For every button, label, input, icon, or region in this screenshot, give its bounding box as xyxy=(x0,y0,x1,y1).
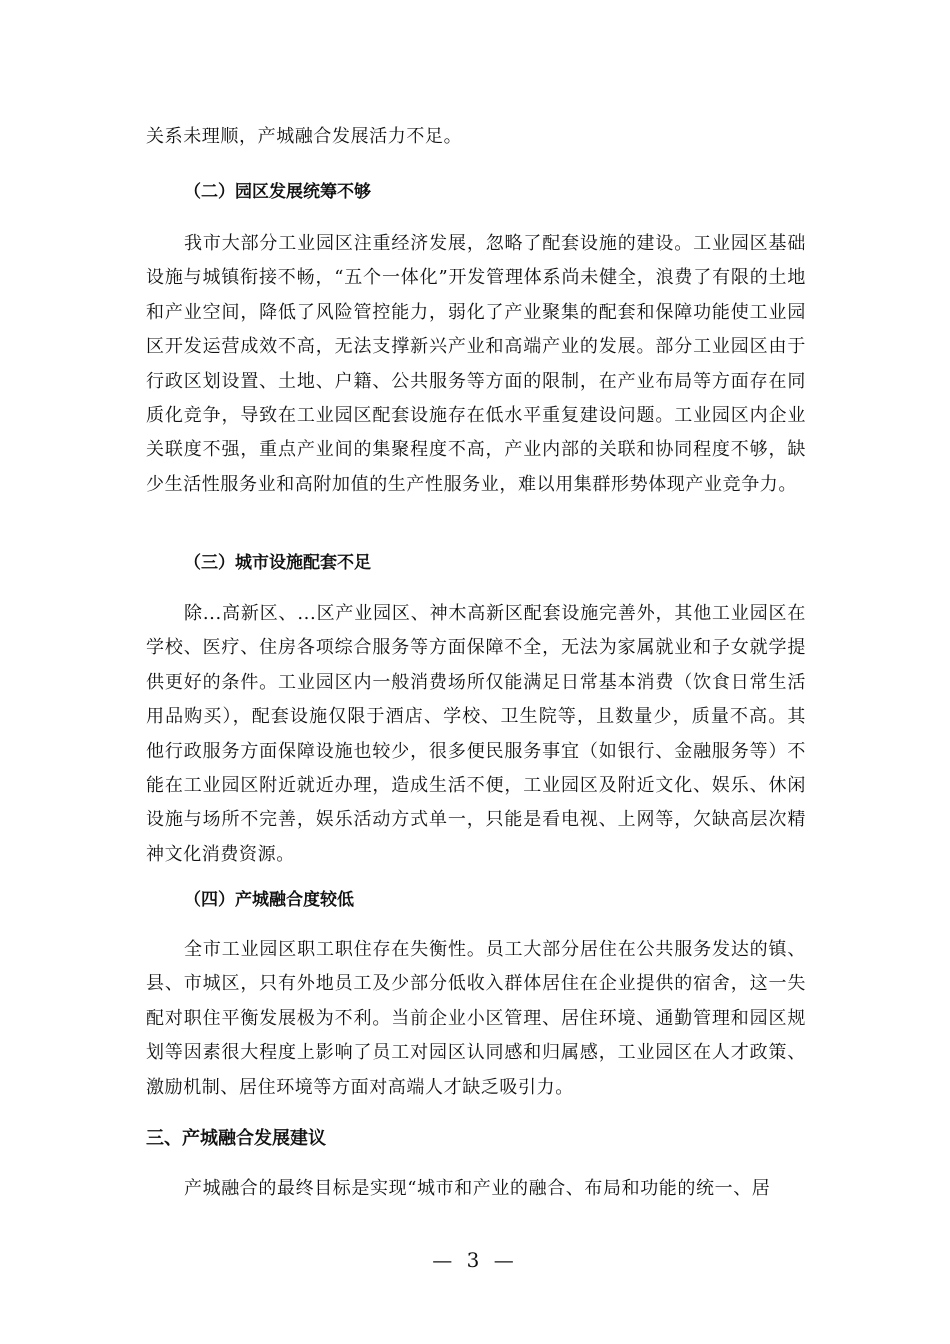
opening-paragraph xyxy=(146,120,806,154)
section-3-body xyxy=(146,597,806,872)
section-4-body xyxy=(146,933,806,1105)
section-4-paragraph: 全市工业园区职工职住存在失衡性。员工大部分居住在公共服务发达的镇、县、市城区，只有外地员工及少部分低收入群体居住在企业提供的宿舍，这一失配对职住平衡发展极为不利。当前企业小区管理、居住环境、通勤管理和园区规划等因素很大程度上影响了员工对园区认同感和归属感，工业园区在人才政策、激励机制、居住环境等方面对高端人才缺乏吸引力。 xyxy=(146,939,806,1098)
section-main-body xyxy=(146,1172,806,1206)
section-main-paragraph: 产城融合的最终目标是实现“城市和产业的融合、布局和功能的统一、居 xyxy=(184,1178,771,1199)
section-2-heading: （二）园区发展统筹不够 xyxy=(184,182,371,202)
section-main-heading: 三、产城融合发展建议 xyxy=(146,1128,326,1149)
section-4-heading: （四）产城融合度较低 xyxy=(184,890,354,910)
section-2-paragraph: 我市大部分工业园区注重经济发展，忽略了配套设施的建设。工业园区基础设施与城镇衔接不畅，“五个一体化”开发管理体系尚未健全，浪费了有限的土地和产业空间，降低了风险管控能力，弱化了产业聚集的配套和保障功能使工业园区开发运营成效不高，无法支撑新兴产业和高端产业的发展。部分工业园区由于行政区划设置、土地、户籍、公共服务等方面的限制，在产业布局等方面存在同质化竞争，导致在工业园区配套设施存在低水平重复建设问题。工业园区内企业关联度不强，重点产业间的集聚程度不高，产业内部的关联和协同程度不够，缺少生活性服务业和高附加值的生产性服务业，难以用集群形势体现产业竞争力。 xyxy=(146,233,806,495)
page-number: — 3 — xyxy=(432,1248,518,1272)
section-3-heading: （三）城市设施配套不足 xyxy=(184,553,371,573)
section-2-body xyxy=(146,227,806,502)
section-3-paragraph: 除...高新区、...区产业园区、神木高新区配套设施完善外，其他工业园区在学校、医疗、住房各项综合服务等方面保障不全，无法为家属就业和子女就学提供更好的条件。工业园区内一般消费场所仅能满足日常基本消费（饮食日常生活用品购买），配套设施仅限于酒店、学校、卫生院等，且数量少，质量不高。其他行政服务方面保障设施也较少，很多便民服务事宜（如银行、金融服务等）不能在工业园区附近就近办理，造成生活不便，工业园区及附近文化、娱乐、休闲设施与场所不完善，娱乐活动方式单一，只能是看电视、上网等，欠缺高层次精神文化消费资源。 xyxy=(146,603,806,865)
opening-line: 关系未理顺，产城融合发展活力不足。 xyxy=(146,126,463,147)
